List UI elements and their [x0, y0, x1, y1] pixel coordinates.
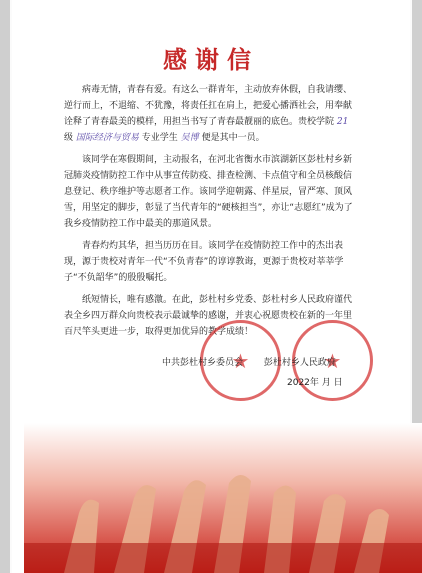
signature-date: 2022年 月 日 [287, 378, 343, 388]
paragraph-1 [64, 82, 358, 146]
seal-star-icon: ★ [323, 348, 342, 373]
seal-star-icon: ★ [231, 348, 250, 373]
signature-line [162, 355, 354, 368]
handwritten-grade: 21 [336, 117, 349, 127]
raised-hands-illustration [24, 423, 422, 573]
signature-party-committee: 中共彭杜村乡委员会 [162, 358, 244, 368]
major-suffix: 专业学生 [141, 133, 178, 143]
signature-government: 彭杜村乡人民政府 [263, 358, 336, 368]
paragraph-1-ending: 便是其中一员。 [201, 133, 265, 143]
grade-suffix: 级 [64, 133, 74, 143]
paragraph-1-text: 病毒无情，青春有爱。有这么一群青年，主动放弃休假，自我请缨、逆行而上，不退缩、不犹豫，将责任扛在肩上，把爱心播洒社会，用奉献诠释了青春最美的模样，用担当书写了青春最靓丽的底色。贵校学院 [64, 85, 353, 127]
letter-paper [12, 0, 410, 573]
paragraph-4: 纸短情长，唯有感激。在此，彭杜村乡党委、彭杜村乡人民政府谨代表全乡四万群众向贵校表示最诚挚的感谢，并衷心祝愿贵校在新的一年里百尺竿头更进一步，取得更加优异的教学成绩！ [64, 295, 353, 337]
paragraph-2: 该同学在寒假期间，主动报名，在河北省衡水市滨湖新区彭杜村乡新冠肺炎疫情防控工作中从事宣传防疫、排查检测、卡点值守和全员核酸信息登记、秩序维护等志愿者工作。该同学迎朝露、伴星辰，冒严寒、顶风雪，用坚定的脚步，彰显了当代青年的“硬核担当”，亦让“志愿红”成为了我乡疫情防控工作中最美的那道风景。 [64, 155, 353, 229]
handwritten-name: 吴博 [180, 133, 199, 143]
left-border [0, 0, 10, 573]
letter-title: 感谢信 [163, 45, 259, 74]
letter-body [64, 82, 358, 346]
paragraph-3: 青春灼灼其华，担当历历在目。该同学在疫情防控工作中的杰出表现，源于贵校对青年一代“不负青春”的谆谆教诲，更源于贵校对莘莘学子“不负韶华”的殷殷嘱托。 [64, 241, 344, 283]
handwritten-major: 国际经济与贸易 [75, 133, 139, 143]
